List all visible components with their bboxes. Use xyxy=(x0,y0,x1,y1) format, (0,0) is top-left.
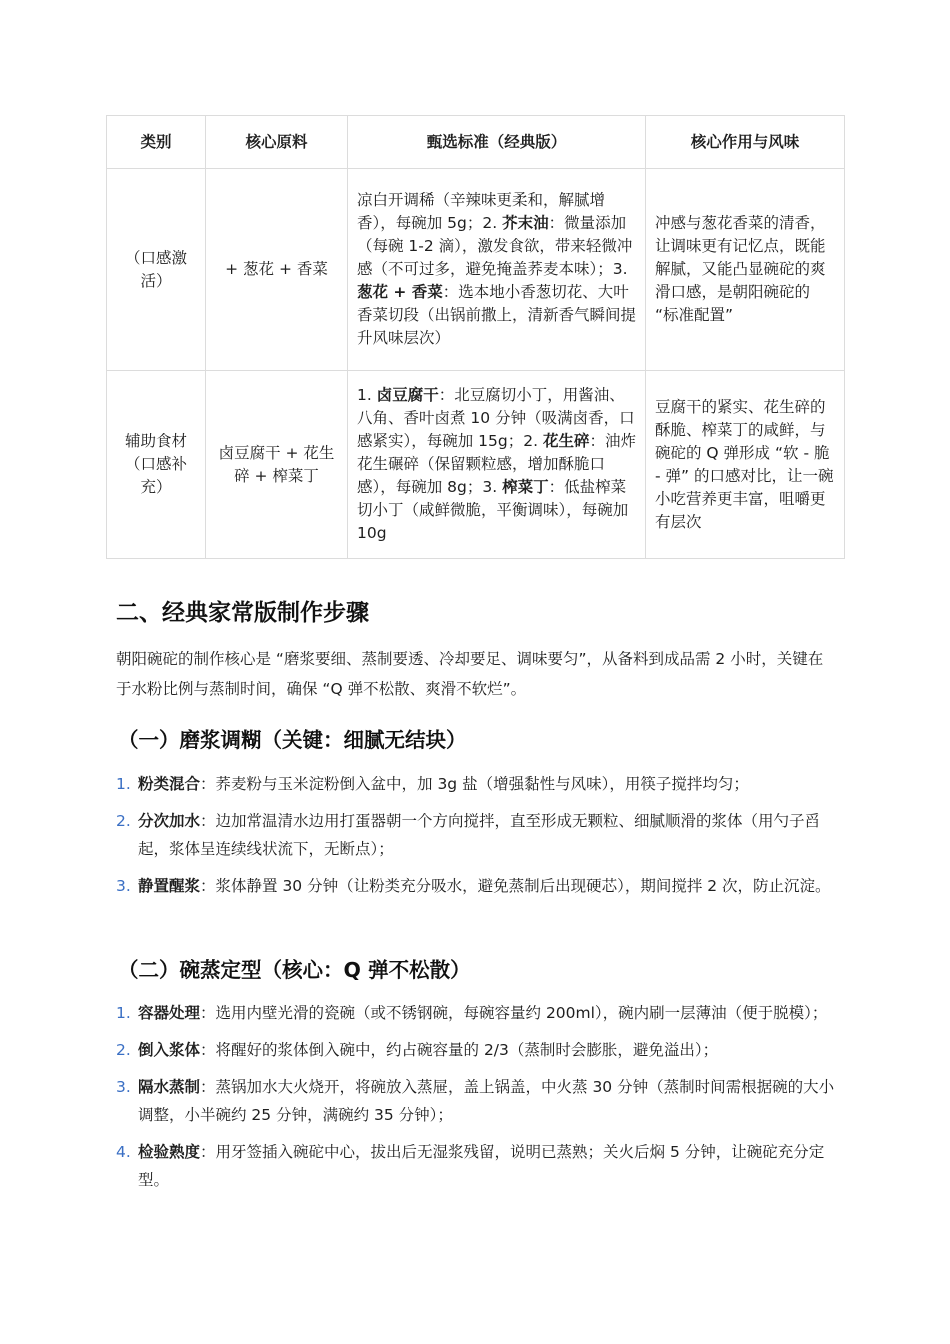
list-item xyxy=(116,770,840,798)
header-standard: 甄选标准（经典版） xyxy=(348,116,646,169)
cell-ingredients: 卤豆腐干 + 花生碎 + 榨菜丁 xyxy=(206,371,348,559)
header-category: 类别 xyxy=(107,116,206,169)
step-text: ：边加常温清水边用打蛋器朝一个方向搅拌，直至形成无颗粒、细腻顺滑的浆体（用勺子舀起，浆体呈连续线状流下，无断点）； xyxy=(138,812,821,858)
list-item xyxy=(116,1073,840,1129)
step-text: ：蒸锅加水大火烧开，将碗放入蒸屉，盖上锅盖，中火蒸 30 分钟（蒸制时间需根据碗的大小调整，小半碗约 25 分钟，满碗约 35 分钟）； xyxy=(138,1078,835,1124)
list-number: 3. xyxy=(116,1078,131,1096)
standard-text: 1. xyxy=(357,386,377,404)
list-number: 3. xyxy=(116,877,131,895)
step-title: 隔水蒸制 xyxy=(138,1078,201,1096)
standard-bold: 榨菜丁 xyxy=(502,478,549,496)
step-text: ：将醒好的浆体倒入碗中，约占碗容量的 2/3（蒸制时会膨胀，避免溢出）； xyxy=(200,1041,719,1059)
cell-category: （口感激活） xyxy=(107,169,206,371)
list-item xyxy=(116,872,840,900)
table-row xyxy=(107,169,845,371)
standard-bold: 花生碎 xyxy=(542,432,590,450)
ingredient-table xyxy=(106,115,845,559)
step-title: 检验熟度 xyxy=(138,1143,201,1161)
table-row xyxy=(107,371,845,559)
cell-standard xyxy=(348,169,646,371)
section-intro: 朝阳碗砣的制作核心是 “磨浆要细、蒸制要透、冷却要足、调味要匀”，从备料到成品需 2 小时，关键在于水粉比例与蒸制时间，确保 “Q 弹不松散、爽滑不软烂”。 xyxy=(116,650,824,698)
header-effect: 核心作用与风味 xyxy=(646,116,845,169)
cell-effect: 冲感与葱花香菜的清香，让调味更有记忆点，既能解腻，又能凸显碗砣的爽滑口感，是朝阳碗砣的 “标准配置” xyxy=(646,169,845,371)
step-text: ：用牙签插入碗砣中心，拔出后无湿浆残留，说明已蒸熟；关火后焖 5 分钟，让碗砣充分定型。 xyxy=(138,1143,825,1189)
list-number: 2. xyxy=(116,1041,131,1059)
standard-text: ：低盐榨菜切小丁（咸鲜微脆，平衡调味），每碗加 10g xyxy=(357,478,629,542)
standard-text: 凉白开调稀（辛辣味更柔和，解腻增香），每碗加 5g；2. xyxy=(357,191,606,232)
standard-bold: 芥末油 xyxy=(502,214,549,232)
steps-list xyxy=(116,999,840,1203)
step-text: ：选用内壁光滑的瓷碗（或不锈钢碗，每碗容量约 200ml），碗内刷一层薄油（便于脱模）； xyxy=(200,1004,828,1022)
standard-bold: 葱花 + 香菜 xyxy=(357,283,443,301)
list-item xyxy=(116,807,840,863)
subsection-heading: （一）磨浆调糊（关键：细腻无结块） xyxy=(118,728,467,752)
standard-text: ：选本地小香葱切花、大叶香菜切段（出锅前撒上，清新香气瞬间提升风味层次） xyxy=(357,283,637,347)
list-item xyxy=(116,1138,840,1194)
list-item xyxy=(116,999,840,1027)
step-title: 容器处理 xyxy=(138,1004,201,1022)
standard-text: ：北豆腐切小丁，用酱油、八角、香叶卤煮 10 分钟（吸满卤香，口感紧实），每碗加 15g；2. xyxy=(357,386,635,450)
list-number: 1. xyxy=(116,775,131,793)
cell-ingredients: + 葱花 + 香菜 xyxy=(206,169,348,371)
list-number: 4. xyxy=(116,1143,131,1161)
list-number: 2. xyxy=(116,812,131,830)
cell-category: 辅助食材（口感补充） xyxy=(107,371,206,559)
step-text: ：荞麦粉与玉米淀粉倒入盆中，加 3g 盐（增强黏性与风味），用筷子搅拌均匀； xyxy=(200,775,749,793)
cell-standard xyxy=(348,371,646,559)
step-title: 分次加水 xyxy=(138,812,201,830)
standard-text: ：微量添加（每碗 1-2 滴），激发食欲，带来轻微冲感（不可过多，避免掩盖荞麦本味）；3. xyxy=(357,214,633,278)
cell-effect: 豆腐干的紧实、花生碎的酥脆、榨菜丁的咸鲜，与碗砣的 Q 弹形成 “软 - 脆 - 弹” 的口感对比，让一碗小吃营养更丰富，咀嚼更有层次 xyxy=(646,371,845,559)
header-ingredients: 核心原料 xyxy=(206,116,348,169)
table-header-row xyxy=(107,116,845,169)
standard-bold: 卤豆腐干 xyxy=(376,386,439,404)
section-heading: 二、经典家常版制作步骤 xyxy=(116,600,369,626)
step-title: 粉类混合 xyxy=(138,775,201,793)
subsection-heading: （二）碗蒸定型（核心：Q 弹不松散） xyxy=(118,958,471,982)
step-text: ：浆体静置 30 分钟（让粉类充分吸水，避免蒸制后出现硬芯），期间搅拌 2 次，防止沉淀。 xyxy=(200,877,831,895)
list-item xyxy=(116,1036,840,1064)
step-title: 倒入浆体 xyxy=(138,1041,201,1059)
list-number: 1. xyxy=(116,1004,131,1022)
step-title: 静置醒浆 xyxy=(138,877,201,895)
steps-list xyxy=(116,770,840,909)
standard-text: ：油炸花生碾碎（保留颗粒感，增加酥脆口感），每碗加 8g；3. xyxy=(357,432,636,496)
